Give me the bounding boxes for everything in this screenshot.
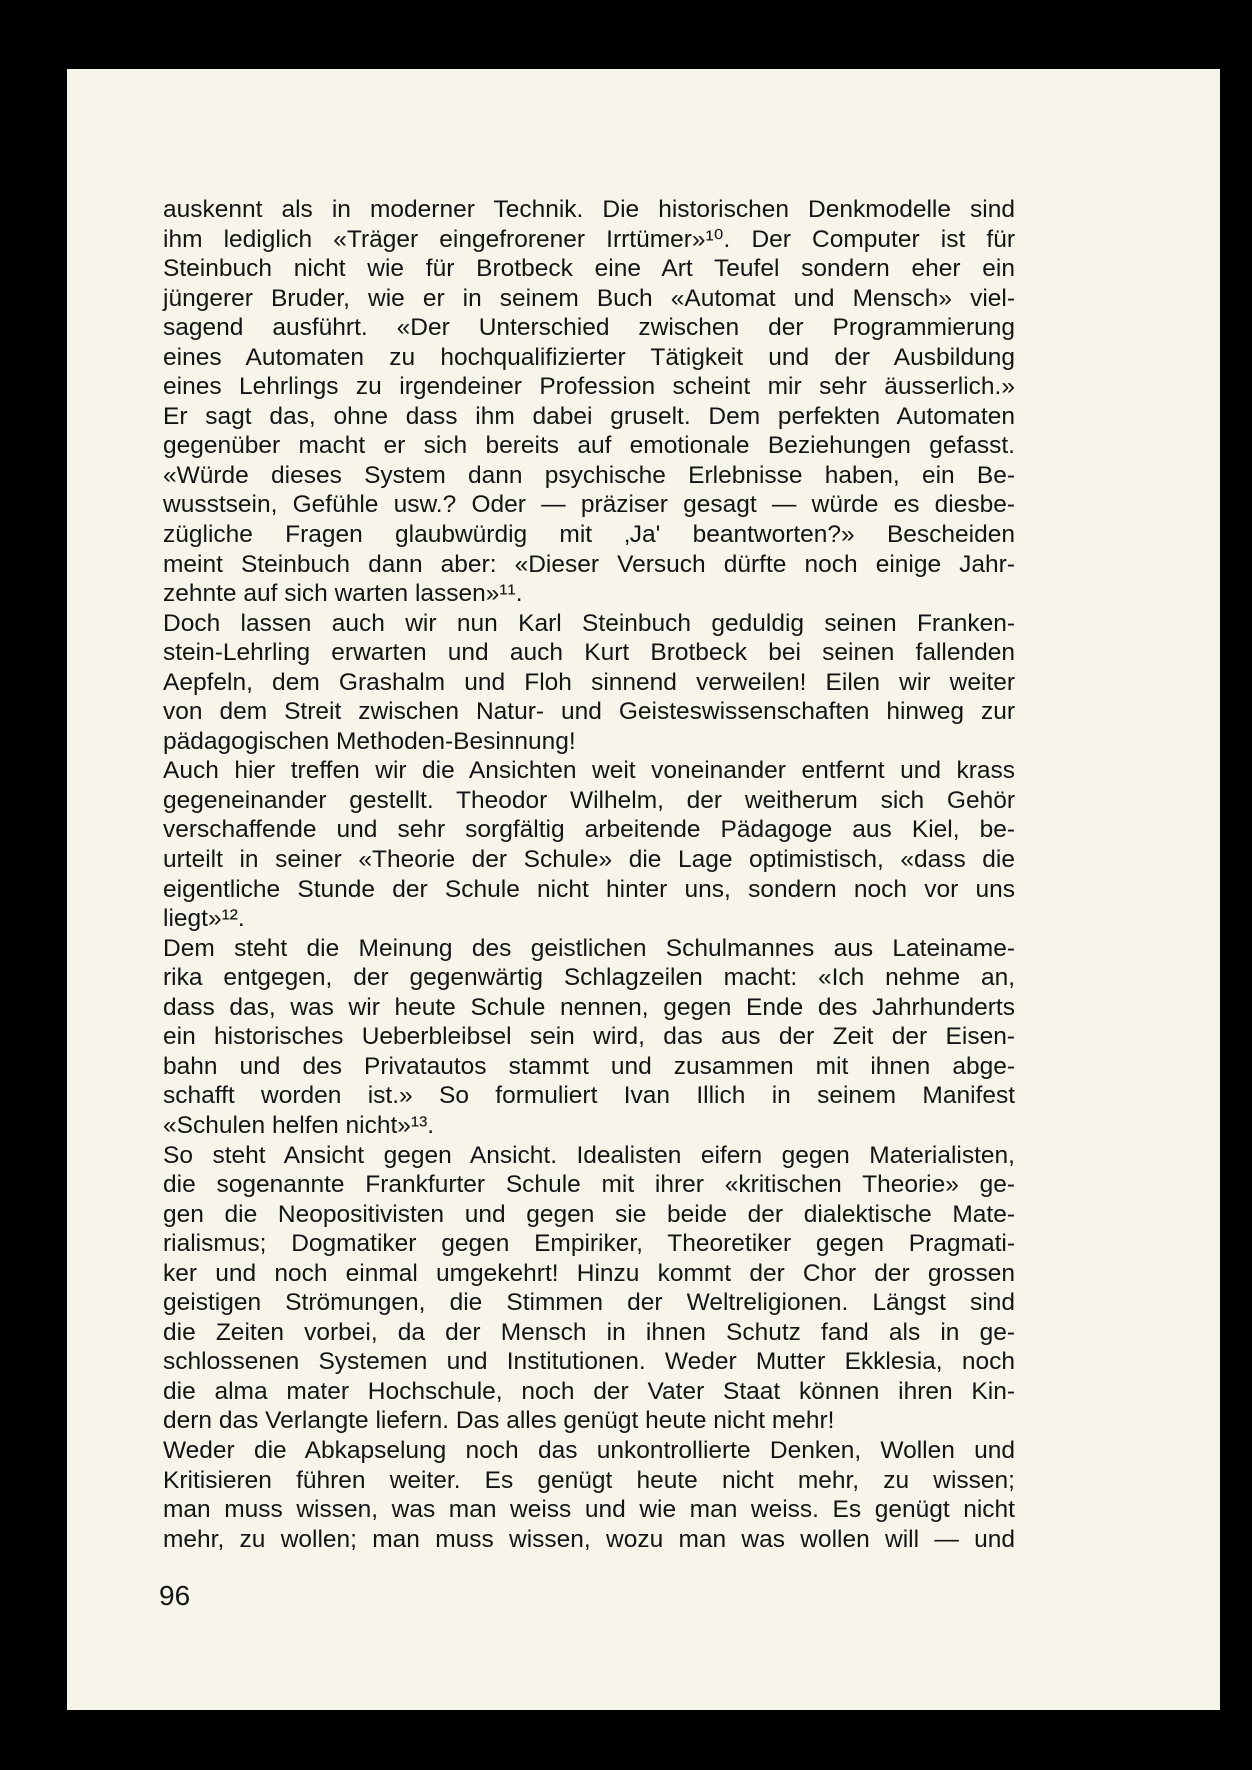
text-line: So steht Ansicht gegen Ansicht. Idealisten eifern gegen Materialisten,	[163, 1141, 1015, 1169]
text-line: meint Steinbuch dann aber: «Dieser Versuch dürfte noch einige Jahr-	[163, 550, 1015, 578]
text-line: Kritisieren führen weiter. Es genügt heute nicht mehr, zu wissen;	[163, 1466, 1015, 1494]
text-line: Aepfeln, dem Grashalm und Floh sinnend verweilen! Eilen wir weiter	[163, 668, 1015, 696]
text-line: gegeneinander gestellt. Theodor Wilhelm, der weitherum sich Gehör	[163, 786, 1015, 814]
text-line: die Zeiten vorbei, da der Mensch in ihnen Schutz fand als in ge-	[163, 1318, 1015, 1346]
text-line: rialismus; Dogmatiker gegen Empiriker, Theoretiker gegen Pragmati-	[163, 1230, 1015, 1258]
text-line: jüngerer Bruder, wie er in seinem Buch «Automat und Mensch» viel-	[163, 284, 1015, 312]
page-number: 96	[159, 1580, 191, 1611]
text-line: schafft worden ist.» So formuliert Ivan Illich in seinem Manifest	[163, 1082, 1015, 1110]
text-line: dern das Verlangte liefern. Das alles genügt heute nicht mehr!	[163, 1407, 835, 1435]
text-line: ein historisches Ueberbleibsel sein wird, das aus der Zeit der Eisen-	[163, 1023, 1015, 1051]
text-line: die sogenannte Frankfurter Schule mit ihrer «kritischen Theorie» ge-	[163, 1171, 1015, 1199]
text-line: stein-Lehrling erwarten und auch Kurt Brotbeck bei seinen fallenden	[163, 639, 1015, 667]
text-line: gen die Neopositivisten und gegen sie beide der dialektische Mate-	[163, 1200, 1015, 1228]
text-line: Auch hier treffen wir die Ansichten weit voneinander entfernt und krass	[163, 757, 1015, 785]
text-line: verschaffende und sehr sorgfältig arbeitende Pädagoge aus Kiel, be-	[163, 816, 1015, 844]
text-line: auskennt als in moderner Technik. Die historischen Denkmodelle sind	[163, 196, 1015, 223]
text-line: sagend ausführt. «Der Unterschied zwischen der Programmierung	[163, 314, 1015, 342]
text-line: die alma mater Hochschule, noch der Vater Staat können ihren Kin-	[163, 1377, 1015, 1405]
text-line: Dem steht die Meinung des geistlichen Schulmannes aus Lateiname-	[163, 934, 1015, 962]
book-page	[67, 69, 1220, 1710]
text-line: rika entgegen, der gegenwärtig Schlagzeilen macht: «Ich nehme an,	[163, 964, 1015, 992]
text-line: wusstsein, Gefühle usw.? Oder — präziser gesagt — würde es diesbe-	[163, 491, 1015, 519]
text-line: «Würde dieses System dann psychische Erlebnisse haben, ein Be-	[163, 461, 1015, 489]
text-line: ker und noch einmal umgekehrt! Hinzu kommt der Chor der grossen	[163, 1259, 1015, 1287]
text-line: urteilt in seiner «Theorie der Schule» die Lage optimistisch, «dass die	[163, 846, 1015, 874]
text-line: zügliche Fragen glaubwürdig mit ‚Ja' beantworten?» Bescheiden	[163, 521, 1015, 549]
text-line: geistigen Strömungen, die Stimmen der Weltreligionen. Längst sind	[163, 1289, 1015, 1317]
text-line: eines Automaten zu hochqualifizierter Tätigkeit und der Ausbildung	[163, 343, 1015, 371]
text-line: bahn und des Privatautos stammt und zusammen mit ihnen abge-	[163, 1052, 1015, 1080]
text-line: Doch lassen auch wir nun Karl Steinbuch geduldig seinen Franken-	[163, 609, 1015, 637]
text-line: zehnte auf sich warten lassen»¹¹.	[163, 580, 523, 608]
text-line: ihm lediglich «Träger eingefrorener Irrtümer»¹⁰. Der Computer ist für	[163, 225, 1015, 253]
body-text	[163, 195, 1015, 1554]
text-line: von dem Streit zwischen Natur- und Geisteswissenschaften hinweg zur	[163, 698, 1015, 726]
text-line: gegenüber macht er sich bereits auf emotionale Beziehungen gefasst.	[163, 432, 1015, 460]
text-line: dass das, was wir heute Schule nennen, gegen Ende des Jahrhunderts	[163, 993, 1015, 1021]
text-line: «Schulen helfen nicht»¹³.	[163, 1111, 435, 1139]
text-line: schlossenen Systemen und Institutionen. Weder Mutter Ekklesia, noch	[163, 1348, 1015, 1376]
text-line: Steinbuch nicht wie für Brotbeck eine Art Teufel sondern eher ein	[163, 255, 1015, 283]
text-line: man muss wissen, was man weiss und wie man weiss. Es genügt nicht	[163, 1496, 1015, 1524]
text-line: pädagogischen Methoden-Besinnung!	[163, 727, 576, 755]
text-line: liegt»¹².	[163, 905, 245, 933]
text-line: Weder die Abkapselung noch das unkontrollierte Denken, Wollen und	[163, 1436, 1015, 1464]
text-line: Er sagt das, ohne dass ihm dabei gruselt. Dem perfekten Automaten	[163, 402, 1015, 430]
text-line: eines Lehrlings zu irgendeiner Profession scheint mir sehr äusserlich.»	[163, 373, 1015, 401]
text-line: eigentliche Stunde der Schule nicht hinter uns, sondern noch vor uns	[163, 875, 1015, 903]
text-line: mehr, zu wollen; man muss wissen, wozu man was wollen will — und	[163, 1525, 1015, 1553]
